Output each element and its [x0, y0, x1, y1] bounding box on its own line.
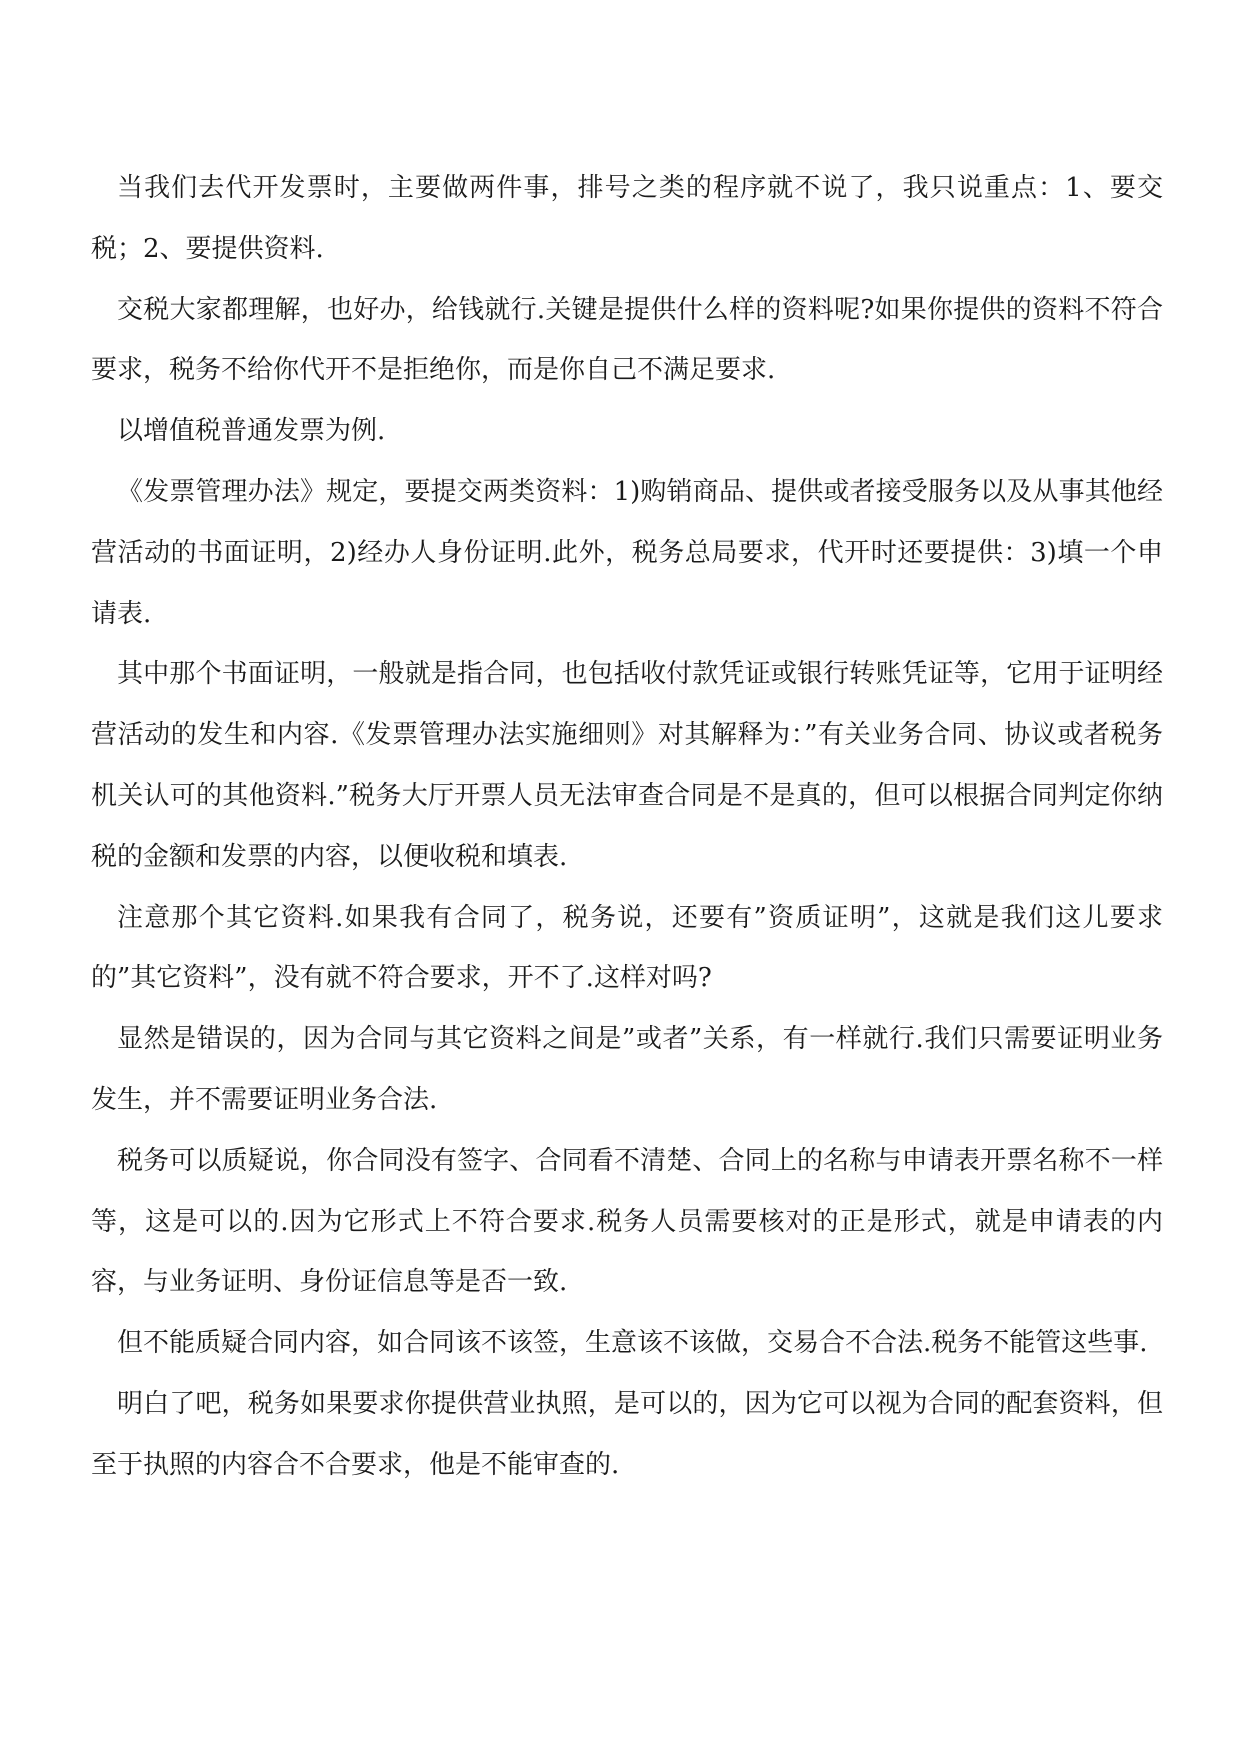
paragraph-1: 当我们去代开发票时，主要做两件事，排号之类的程序就不说了，我只说重点：1、要交税；2、要提供资料.	[91, 173, 1163, 264]
paragraph-5: 其中那个书面证明，一般就是指合同，也包括收付款凭证或银行转账凭证等，它用于证明经营活动的发生和内容.《发票管理办法实施细则》对其解释为：”有关业务合同、协议或者税务机关认可的其他资料.”税务大厅开票人员无法审查合同是不是真的，但可以根据合同判定你纳税的金额和发票的内容，以便收税和填表.	[91, 659, 1163, 872]
paragraph-2: 交税大家都理解，也好办，给钱就行.关键是提供什么样的资料呢?如果你提供的资料不符合要求，税务不给你代开不是拒绝你，而是你自己不满足要求.	[91, 294, 1163, 386]
paragraph-3: 以增值税普通发票为例.	[117, 416, 386, 447]
paragraph-8: 税务可以质疑说，你合同没有签字、合同看不清楚、合同上的名称与申请表开票名称不一样等，这是可以的.因为它形式上不符合要求.税务人员需要核对的正是形式，就是申请表的内容，与业务证明、身份证信息等是否一致.	[91, 1145, 1163, 1298]
document-body	[91, 158, 1163, 1496]
paragraph-7: 显然是错误的，因为合同与其它资料之间是”或者”关系，有一样就行.我们只需要证明业务发生，并不需要证明业务合法.	[91, 1024, 1163, 1115]
paragraph-9: 但不能质疑合同内容，如合同该不该签，生意该不该做，交易合不合法.税务不能管这些事.	[117, 1328, 1148, 1359]
paragraph-4: 《发票管理办法》规定，要提交两类资料：1)购销商品、提供或者接受服务以及从事其他经营活动的书面证明，2)经办人身份证明.此外，税务总局要求，代开时还要提供：3)填一个申请表.	[91, 476, 1163, 629]
paragraph-10: 明白了吧，税务如果要求你提供营业执照，是可以的，因为它可以视为合同的配套资料，但至于执照的内容合不合要求，他是不能审查的.	[91, 1388, 1163, 1480]
paragraph-6: 注意那个其它资料.如果我有合同了，税务说，还要有”资质证明”，这就是我们这儿要求的”其它资料”，没有就不符合要求，开不了.这样对吗?	[91, 902, 1163, 994]
